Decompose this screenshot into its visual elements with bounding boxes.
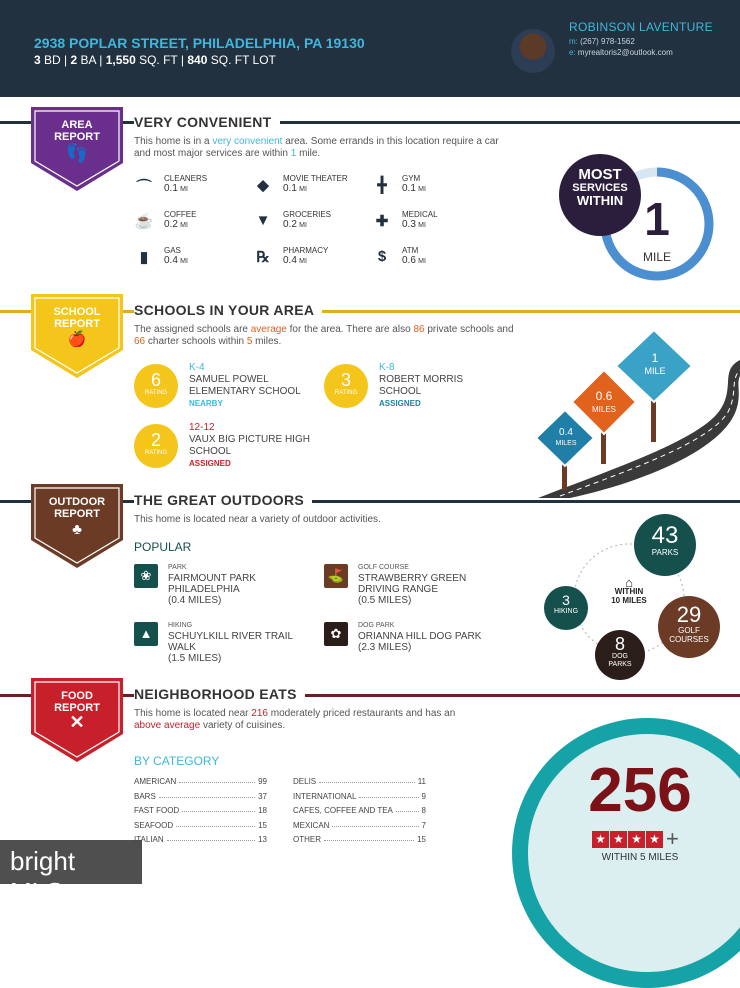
amenity-item: MEDICAL 0.3 MI bbox=[402, 210, 438, 230]
amenity-item: PHARMACY 0.4 MI bbox=[283, 246, 329, 266]
school-item: K-8 ROBERT MORRIS SCHOOL ASSIGNED bbox=[379, 362, 464, 408]
amenity-item: COFFEE 0.2 MI bbox=[164, 210, 197, 230]
by-category-heading: BY CATEGORY bbox=[134, 754, 220, 768]
outdoors-description: This home is located near a variety of outdoor activities. bbox=[134, 514, 381, 525]
outdoors-title: THE GREAT OUTDOORS bbox=[134, 492, 312, 508]
most-label: MOST bbox=[578, 166, 622, 183]
outdoor-counts-graphic: ⌂ WITHIN 10 MILES 43 PARKS 29 GOLF COURSES 8 DOG PARKS 3 HIKING bbox=[540, 510, 740, 685]
property-address: 2938 POPLAR STREET, PHILADELPHIA, PA 19130 bbox=[34, 35, 365, 51]
category-row: ITALIAN 13 bbox=[134, 835, 267, 844]
schools-description: The assigned schools are average for the area. There are also 86 private schools and 66 charter schools within 5 miles. bbox=[134, 324, 514, 347]
amenity-item: GYM 0.1 MI bbox=[402, 174, 426, 194]
rating-seal: 6 RATING bbox=[134, 364, 178, 408]
property-specs: 3 BD | 2 BA | 1,550 SQ. FT | 840 SQ. FT LOT bbox=[34, 53, 276, 67]
eats-description: This home is located near 216 moderately priced restaurants and has an above average variety of cuisines. bbox=[134, 708, 456, 731]
restaurant-total: 256 bbox=[588, 756, 692, 825]
category-row: DELIS 11 bbox=[293, 777, 426, 786]
category-row: BARS 37 bbox=[134, 791, 267, 801]
school-item: K-4 SAMUEL POWEL ELEMENTARY SCHOOL NEARBY bbox=[189, 362, 301, 408]
area-description: This home is in a very convenient area. Some errands in this location require a car and most major services are within 1 mile. bbox=[134, 136, 499, 159]
schools-title: SCHOOLS IN YOUR AREA bbox=[134, 302, 322, 318]
amenity-item: ATM 0.6 MI bbox=[402, 246, 426, 266]
popular-heading: POPULAR bbox=[134, 540, 192, 554]
school-report-badge: SCHOOL REPORT 🍎 bbox=[31, 294, 123, 380]
star-icon: ★ bbox=[628, 831, 645, 848]
coffee-icon: ☕ bbox=[134, 213, 154, 230]
footprints-icon: 👣 bbox=[65, 143, 89, 163]
brightmls-watermark: bright MLS bbox=[0, 840, 142, 884]
category-row: SEAFOOD 15 bbox=[134, 820, 267, 830]
rating-seal: 2 RATING bbox=[134, 424, 178, 468]
dog-parks-count: 8 DOG PARKS bbox=[595, 630, 645, 680]
sign-04-miles: 0.4 MILES bbox=[555, 427, 577, 447]
pine-icon: ▲ bbox=[134, 622, 158, 646]
parks-count: 43 PARKS bbox=[634, 514, 696, 576]
eats-title: NEIGHBORHOOD EATS bbox=[134, 686, 305, 702]
paw-icon: ✿ bbox=[324, 622, 348, 646]
star-icon: ★ bbox=[610, 831, 627, 848]
basket-icon: ▼ bbox=[255, 212, 271, 229]
school-item: 12-12 VAUX BIG PICTURE HIGH SCHOOL ASSIGNED bbox=[189, 422, 310, 468]
agent-phone[interactable]: m: (267) 978-1562 bbox=[569, 37, 635, 46]
area-title: VERY CONVENIENT bbox=[134, 114, 280, 130]
gas-icon: ▮ bbox=[139, 249, 149, 266]
agent-name: ROBINSON LAVENTURE bbox=[569, 20, 713, 34]
outdoor-item: HIKING SCHUYLKILL RIVER TRAIL WALK (1.5 MILES) bbox=[168, 622, 293, 664]
most-services-graphic: MOST SERVICES WITHIN 1 MILE bbox=[559, 146, 719, 296]
category-row: CAFES, COFFEE AND TEA 8 bbox=[293, 806, 426, 815]
outdoor-item: DOG PARK ORIANNA HILL DOG PARK (2.3 MILES) bbox=[358, 622, 482, 653]
sign-1-mile: 1 MILE bbox=[644, 351, 666, 376]
category-row: FAST FOOD 18 bbox=[134, 806, 267, 815]
food-report-badge: FOOD REPORT ✕ bbox=[31, 678, 123, 764]
hanger-icon: ⌒ bbox=[136, 179, 152, 196]
star-rating: ★ ★ ★ ★ + bbox=[592, 826, 679, 852]
star-icon: ★ bbox=[592, 831, 609, 848]
tree-icon: ♣ bbox=[72, 521, 82, 538]
amenity-item: CLEANERS 0.1 MI bbox=[164, 174, 208, 194]
category-row: OTHER 15 bbox=[293, 835, 426, 844]
star-icon: ★ bbox=[646, 831, 663, 848]
outdoor-item: PARK FAIRMOUNT PARK PHILADELPHIA (0.4 MILES) bbox=[168, 564, 256, 606]
agent-avatar bbox=[511, 29, 555, 73]
category-row: AMERICAN 99 bbox=[134, 777, 267, 786]
outdoor-item: GOLF COURSE STRAWBERRY GREEN DRIVING RANGE (0.5 MILES) bbox=[358, 564, 467, 606]
ticket-icon: ◆ bbox=[257, 177, 269, 194]
dumbbell-icon: ╋ bbox=[377, 177, 387, 194]
golf-icon: ⛳ bbox=[324, 564, 348, 588]
category-row: MEXICAN 7 bbox=[293, 820, 426, 830]
rating-seal: 3 RATING bbox=[324, 364, 368, 408]
house-icon: ⌂ bbox=[625, 575, 633, 590]
agent-email[interactable]: e: myrealtoris2@outlook.com bbox=[569, 48, 673, 57]
dollar-icon: $ bbox=[377, 248, 387, 265]
amenity-item: MOVIE THEATER 0.1 MI bbox=[283, 174, 348, 194]
golf-count: 29 GOLF COURSES bbox=[658, 596, 720, 658]
hiking-count: 3 HIKING bbox=[544, 586, 588, 630]
area-report-badge: AREA REPORT 👣 bbox=[31, 107, 123, 193]
utensils-icon: ✕ bbox=[69, 712, 85, 732]
cross-icon: ✚ bbox=[375, 213, 389, 230]
apple-books-icon: 🍎 bbox=[67, 331, 87, 348]
outdoor-report-badge: OUTDOOR REPORT ♣ bbox=[31, 484, 123, 570]
amenity-item: GROCERIES 0.2 MI bbox=[283, 210, 332, 230]
tree-icon: ❀ bbox=[134, 564, 158, 588]
amenity-item: GAS 0.4 MI bbox=[164, 246, 188, 266]
rx-icon: ℞ bbox=[256, 249, 270, 266]
big-number: 1 bbox=[644, 193, 670, 245]
category-row: INTERNATIONAL 9 bbox=[293, 791, 426, 801]
within-label: WITHIN 5 MILES bbox=[601, 852, 679, 863]
sign-06-miles: 0.6 MILES bbox=[591, 389, 616, 414]
